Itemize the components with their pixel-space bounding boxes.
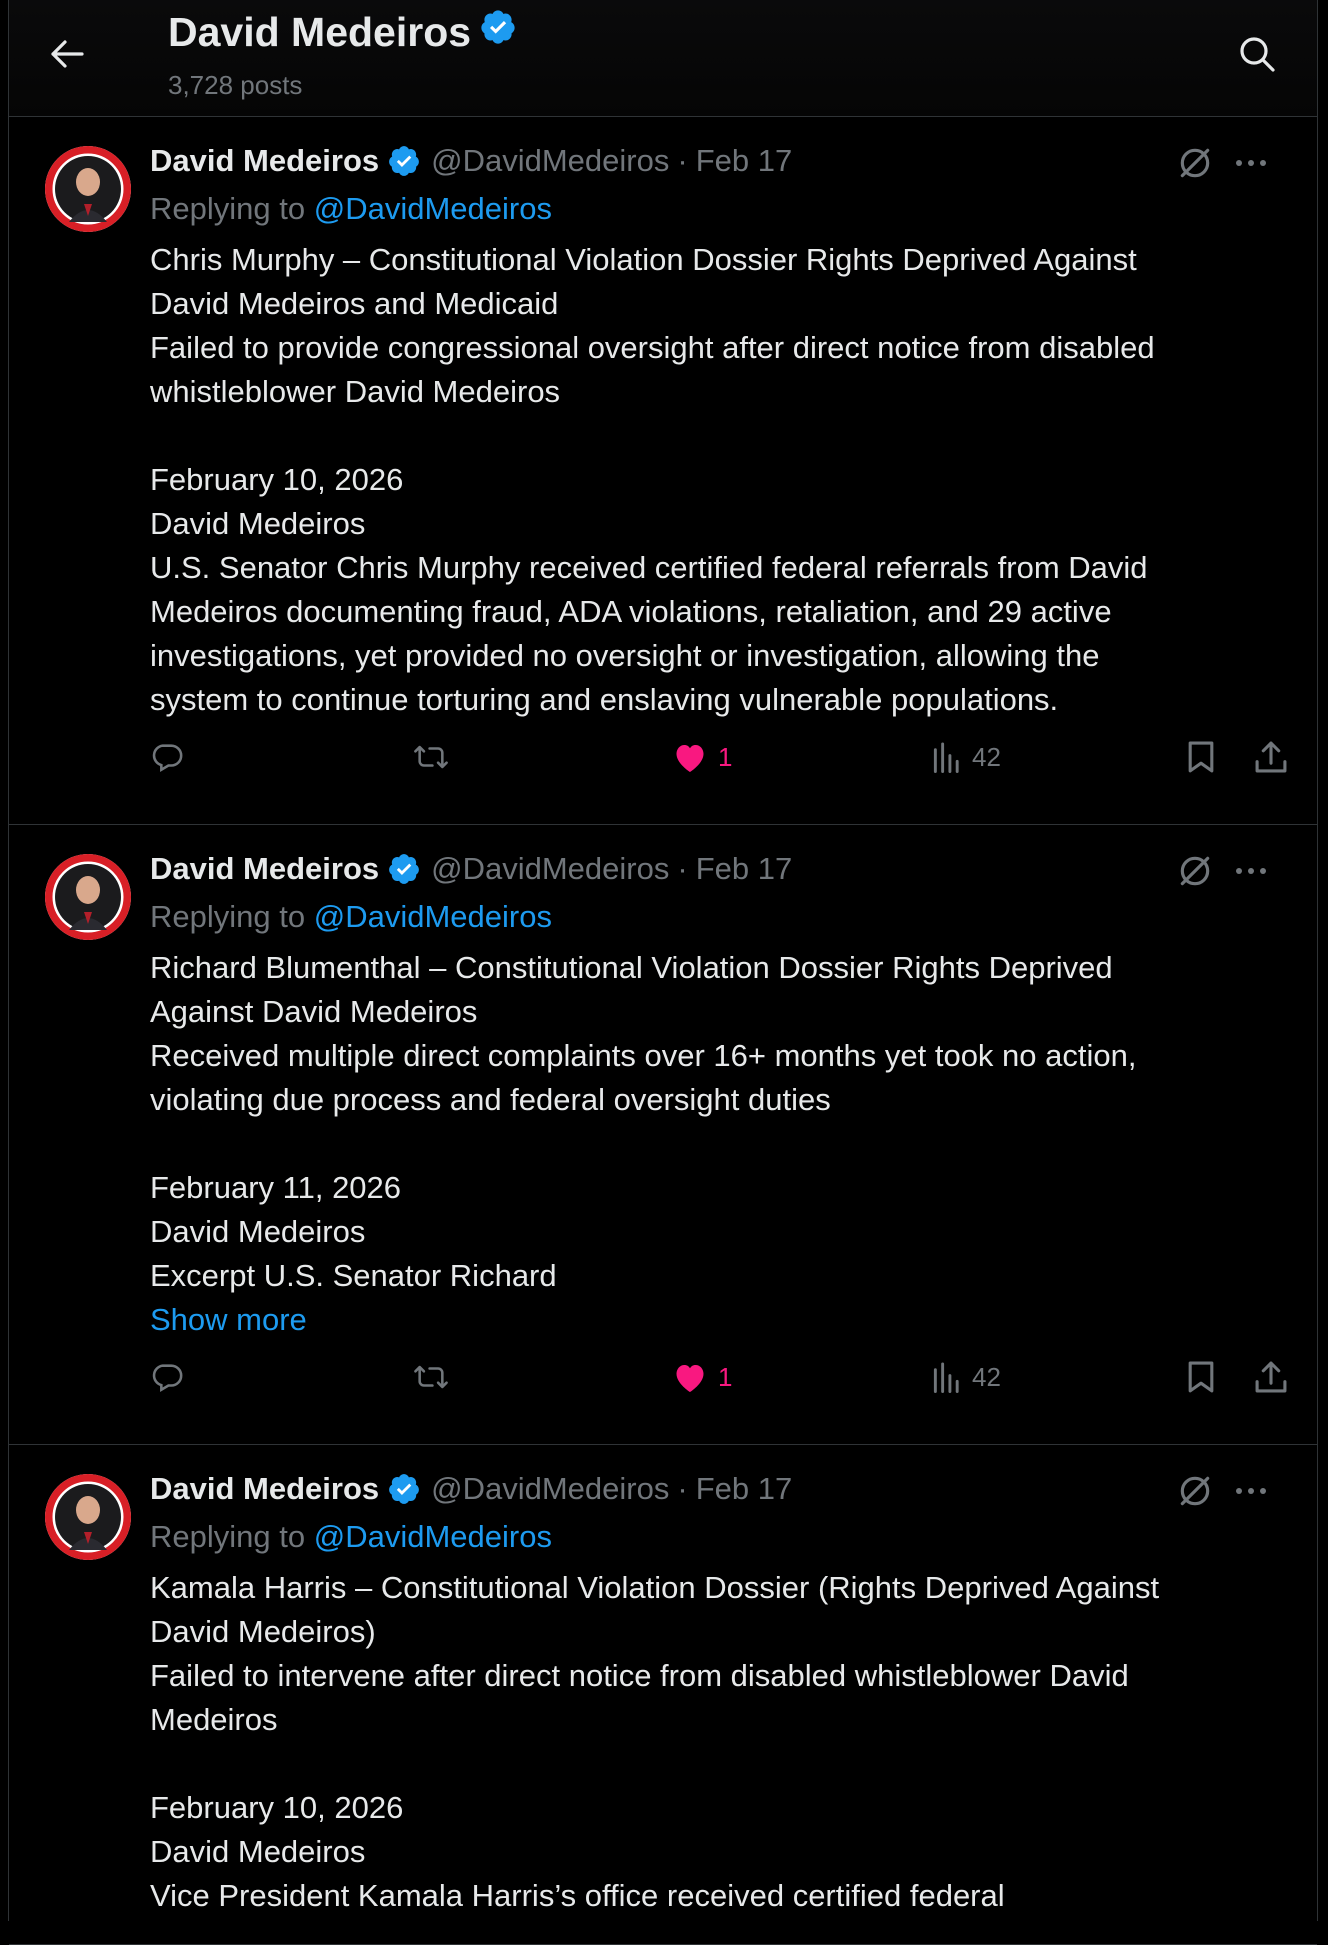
post-text-line: Chris Murphy – Constitutional Violation Dossier Rights Deprived Against [150, 242, 1137, 277]
views-button[interactable] [932, 732, 1001, 782]
author-name[interactable]: David Medeiros [150, 143, 380, 178]
reply-icon [150, 1360, 184, 1394]
back-button[interactable] [47, 34, 87, 74]
post-text-line: Against David Medeiros [150, 994, 478, 1029]
header-name-text: David Medeiros [168, 8, 472, 55]
post-text [150, 238, 1270, 722]
more-dots-icon [1234, 158, 1268, 168]
views-button[interactable] [932, 1352, 1001, 1402]
post-header [150, 139, 792, 183]
grok-button[interactable] [1175, 143, 1215, 183]
author-handle[interactable]: @DavidMedeiros [431, 851, 670, 886]
verified-badge-icon [387, 1472, 421, 1506]
author-handle[interactable]: @DavidMedeiros [431, 143, 670, 178]
more-button[interactable] [1229, 1471, 1273, 1511]
view-count: 42 [972, 741, 1001, 772]
more-dots-icon [1234, 1486, 1268, 1496]
post-text-line [150, 1742, 1270, 1786]
post-text-line: February 10, 2026 [150, 462, 404, 497]
replying-to [150, 899, 552, 935]
views-icon [932, 741, 962, 773]
post[interactable] [9, 117, 1317, 825]
repost-icon [412, 740, 450, 774]
bookmark-icon [1186, 1360, 1216, 1394]
replying-to-link[interactable]: @DavidMedeiros [313, 191, 552, 226]
post-text-line: Received multiple direct complaints over 16+ months yet took no action, [150, 1038, 1137, 1073]
post-actions [150, 732, 1290, 782]
more-button[interactable] [1229, 143, 1273, 183]
reply-button[interactable] [150, 732, 184, 782]
share-icon [1254, 740, 1288, 774]
verified-badge-icon [387, 144, 421, 178]
post-text-line: Failed to intervene after direct notice from disabled whistleblower David [150, 1658, 1129, 1693]
replying-prefix: Replying to [150, 899, 314, 934]
heart-icon [672, 740, 708, 774]
post[interactable] [9, 825, 1317, 1445]
show-more-link[interactable]: Show more [150, 1302, 307, 1337]
grok-icon [1176, 144, 1214, 182]
avatar[interactable] [45, 854, 131, 940]
post-text-line: Vice President Kamala Harris’s office received certified federal [150, 1878, 1005, 1913]
post-text [150, 946, 1270, 1342]
more-dots-icon [1234, 866, 1268, 876]
replying-to [150, 1519, 552, 1555]
more-button[interactable] [1229, 851, 1273, 891]
replying-to-link[interactable]: @DavidMedeiros [313, 1519, 552, 1554]
post-count: 3,728 posts [168, 70, 303, 100]
replying-to [150, 191, 552, 227]
view-count: 42 [972, 1361, 1001, 1392]
post-text-line: violating due process and federal oversight duties [150, 1082, 831, 1117]
post-date[interactable]: Feb 17 [695, 851, 793, 886]
repost-button[interactable] [412, 732, 450, 782]
avatar[interactable] [45, 146, 131, 232]
reply-icon [150, 740, 184, 774]
separator-dot: · [677, 143, 688, 178]
grok-icon [1176, 852, 1214, 890]
author-handle[interactable]: @DavidMedeiros [431, 1471, 670, 1506]
verified-badge-icon [479, 8, 517, 56]
reply-button[interactable] [150, 1352, 184, 1402]
share-button[interactable] [1254, 732, 1288, 782]
like-count: 1 [718, 741, 733, 772]
post-header [150, 1467, 792, 1511]
separator-dot: · [677, 851, 688, 886]
repost-button[interactable] [412, 1352, 450, 1402]
bookmark-icon [1186, 740, 1216, 774]
post-text-line: Medeiros [150, 1702, 278, 1737]
page-title [168, 8, 517, 56]
timeline-column [8, 0, 1318, 1921]
search-icon [1238, 35, 1276, 73]
grok-icon [1176, 1472, 1214, 1510]
post-text-line: system to continue torturing and enslaving vulnerable populations. [150, 682, 1059, 717]
like-button[interactable] [672, 1352, 732, 1402]
like-button[interactable] [672, 732, 732, 782]
share-button[interactable] [1254, 1352, 1288, 1402]
post-text-line: David Medeiros [150, 1834, 366, 1869]
post-text-line: U.S. Senator Chris Murphy received certified federal referrals from David [150, 550, 1148, 585]
post-actions [150, 1352, 1290, 1402]
post-header [150, 847, 792, 891]
post-text [150, 1566, 1270, 1918]
post-text-line: David Medeiros) [150, 1614, 376, 1649]
post-text-line: Failed to provide congressional oversight after direct notice from disabled [150, 330, 1155, 365]
replying-prefix: Replying to [150, 1519, 314, 1554]
author-name[interactable]: David Medeiros [150, 851, 380, 886]
heart-icon [672, 1360, 708, 1394]
bookmark-button[interactable] [1186, 1352, 1216, 1402]
post-text-line: Medeiros documenting fraud, ADA violations, retaliation, and 29 active [150, 594, 1112, 629]
post[interactable] [9, 1445, 1317, 1945]
verified-badge-icon [387, 852, 421, 886]
replying-to-link[interactable]: @DavidMedeiros [313, 899, 552, 934]
post-text-line: investigations, yet provided no oversight or investigation, allowing the [150, 638, 1100, 673]
post-text-line: David Medeiros [150, 1214, 366, 1249]
share-icon [1254, 1360, 1288, 1394]
profile-header [9, 0, 1317, 117]
avatar[interactable] [45, 1474, 131, 1560]
like-count: 1 [718, 1361, 733, 1392]
repost-icon [412, 1360, 450, 1394]
post-text-line: David Medeiros [150, 506, 366, 541]
views-icon [932, 1361, 962, 1393]
replying-prefix: Replying to [150, 191, 314, 226]
post-text-line: Richard Blumenthal – Constitutional Violation Dossier Rights Deprived [150, 950, 1113, 985]
grok-button[interactable] [1175, 1471, 1215, 1511]
post-text-line [150, 1122, 1270, 1166]
post-text-line: David Medeiros and Medicaid [150, 286, 559, 321]
grok-button[interactable] [1175, 851, 1215, 891]
bookmark-button[interactable] [1186, 732, 1216, 782]
search-button[interactable] [1235, 32, 1279, 76]
post-date[interactable]: Feb 17 [695, 1471, 793, 1506]
post-text-line: whistleblower David Medeiros [150, 374, 561, 409]
post-text-line: February 10, 2026 [150, 1790, 404, 1825]
post-date[interactable]: Feb 17 [695, 143, 793, 178]
author-name[interactable]: David Medeiros [150, 1471, 380, 1506]
post-text-line [150, 414, 1270, 458]
separator-dot: · [677, 1471, 688, 1506]
arrow-left-icon [50, 39, 84, 69]
post-text-line: Excerpt U.S. Senator Richard [150, 1258, 557, 1293]
post-text-line: February 11, 2026 [150, 1170, 402, 1205]
post-text-line: Kamala Harris – Constitutional Violation Dossier (Rights Deprived Against [150, 1570, 1160, 1605]
